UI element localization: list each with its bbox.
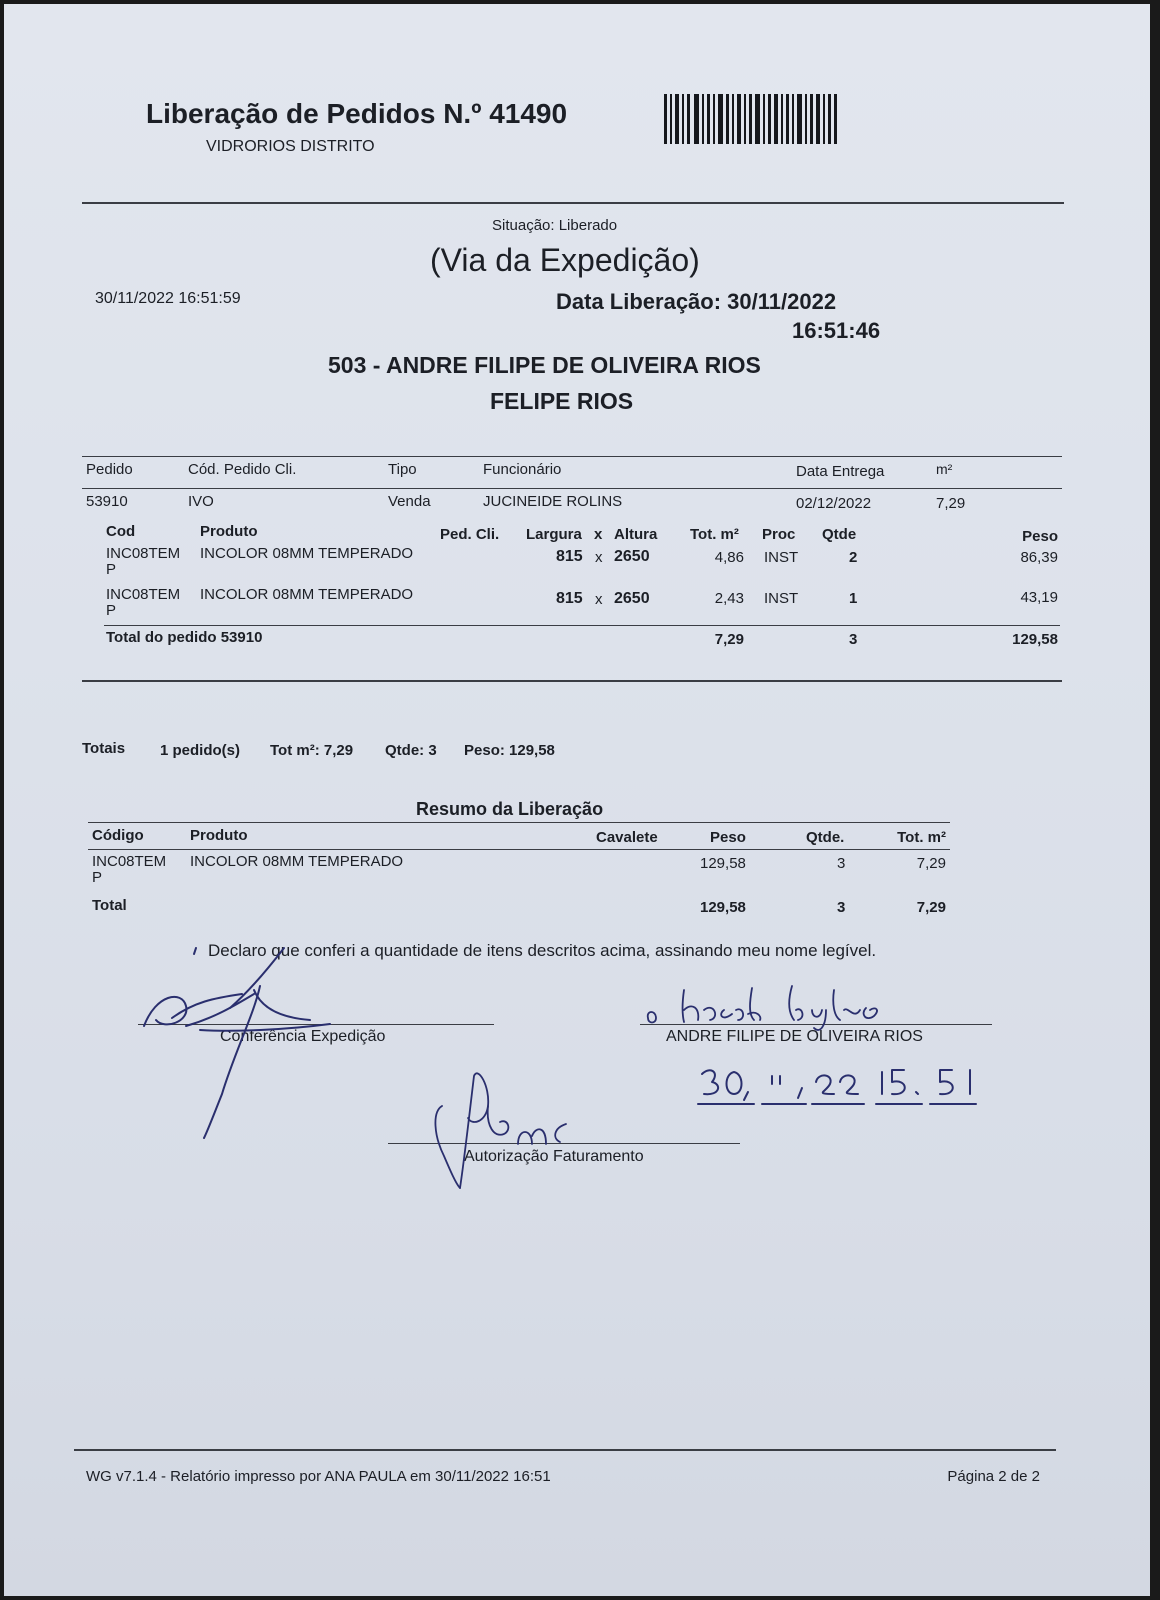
order-cod-pedido-cli: IVO: [188, 493, 214, 510]
totals-peso: Peso: 129,58: [464, 742, 555, 759]
handwritten-signature-conferencia: [134, 934, 334, 1144]
item-x: x: [595, 591, 603, 608]
totals-qtde: Qtde: 3: [385, 742, 437, 759]
order-pedido: 53910: [86, 493, 128, 510]
footer-rule: [74, 1449, 1056, 1451]
order-funcionario: JUCINEIDE ROLINS: [483, 493, 623, 510]
item-proc: INST: [764, 590, 799, 607]
order-tipo: Venda: [388, 493, 431, 510]
item-tot-m2: 4,86: [714, 549, 744, 566]
item-altura: 2650: [614, 548, 650, 565]
items-col-produto: Produto: [200, 523, 258, 540]
document-title: Liberação de Pedidos N.º 41490: [146, 98, 568, 129]
item-cod-cont: P: [106, 602, 117, 619]
totals-m2: Tot m²: 7,29: [270, 742, 354, 759]
client-name: 503 - ANDRE FILIPE DE OLIVEIRA RIOS: [328, 352, 761, 378]
item-largura: 815: [556, 548, 583, 565]
summary-total-label: Total: [92, 897, 127, 914]
items-col-x: x: [594, 526, 603, 543]
summary-col-tot-m2: Tot. m²: [897, 829, 946, 846]
status-text: Situação: Liberado: [492, 217, 618, 234]
item-cod: INC08TEM: [106, 545, 181, 562]
document-page: [4, 4, 1150, 1596]
item-cod-cont: P: [106, 561, 117, 578]
col-pedido: Pedido: [86, 461, 133, 478]
header-divider: [82, 202, 1064, 204]
order-total-peso: 129,58: [1012, 631, 1058, 648]
summary-col-peso: Peso: [710, 829, 746, 846]
col-tipo: Tipo: [388, 461, 417, 478]
release-time: 16:51:46: [792, 318, 881, 343]
summary-col-qtde: Qtde.: [806, 829, 845, 846]
col-data-entrega: Data Entrega: [796, 463, 885, 480]
order-section-end-rule: [82, 680, 1062, 682]
summary-col-codigo: Código: [92, 827, 144, 844]
summary-row-tot-m2: 7,29: [916, 855, 946, 872]
summary-row-produto: INCOLOR 08MM TEMPERADO: [190, 853, 404, 870]
order-header-top-rule: [82, 456, 1062, 457]
item-x: x: [595, 549, 603, 566]
items-col-ped-cli: Ped. Cli.: [440, 526, 500, 543]
signature-label-conferencia: Conferência Expedição: [220, 1028, 386, 1045]
order-total-rule: [104, 625, 1060, 626]
items-col-altura: Altura: [614, 526, 658, 543]
handwritten-signature-cliente: [644, 980, 894, 1036]
items-col-largura: Largura: [526, 526, 582, 543]
summary-total-tot-m2: 7,29: [916, 899, 946, 916]
summary-total-peso: 129,58: [700, 899, 746, 916]
summary-row-codigo-cont: P: [92, 869, 103, 886]
footer-print-info: WG v7.1.4 - Relatório impresso por ANA PAULA em 30/11/2022 16:51: [86, 1468, 551, 1485]
barcode-icon: [664, 94, 839, 146]
copy-label: (Via da Expedição): [430, 242, 700, 278]
order-total-qtde: 3: [849, 631, 858, 648]
items-col-qtde: Qtde: [822, 526, 857, 543]
item-cod: INC08TEM: [106, 586, 181, 603]
item-proc: INST: [764, 549, 799, 566]
handwritten-date: [694, 1062, 984, 1110]
summary-title: Resumo da Liberação: [416, 799, 604, 819]
item-produto: INCOLOR 08MM TEMPERADO: [200, 545, 414, 562]
item-tot-m2: 2,43: [714, 590, 744, 607]
company-name: VIDRORIOS DISTRITO: [206, 138, 375, 155]
summary-col-produto: Produto: [190, 827, 248, 844]
col-m2: m²: [936, 461, 953, 477]
client-nickname: FELIPE RIOS: [490, 388, 634, 414]
items-col-peso: Peso: [1022, 528, 1058, 545]
items-col-cod: Cod: [106, 523, 136, 540]
item-altura: 2650: [614, 590, 650, 607]
signature-label-autorizacao: Autorização Faturamento: [464, 1148, 644, 1165]
summary-header-rule: [88, 849, 950, 850]
order-header-bottom-rule: [82, 488, 1062, 489]
totals-pedidos: 1 pedido(s): [160, 742, 241, 759]
item-largura: 815: [556, 590, 583, 607]
col-funcionario: Funcionário: [483, 461, 562, 478]
summary-row-qtde: 3: [837, 855, 846, 872]
items-col-tot-m2: Tot. m²: [690, 526, 739, 543]
footer-page-number: Página 2 de 2: [947, 1468, 1040, 1485]
signature-label-cliente: ANDRE FILIPE DE OLIVEIRA RIOS: [666, 1028, 923, 1045]
item-qtde: 1: [849, 590, 858, 607]
totals-label: Totais: [82, 740, 126, 757]
order-total-label: Total do pedido 53910: [106, 629, 263, 646]
summary-top-rule: [88, 822, 950, 823]
summary-row-codigo: INC08TEM: [92, 853, 167, 870]
print-timestamp: 30/11/2022 16:51:59: [95, 290, 241, 307]
summary-col-cavalete: Cavalete: [596, 829, 658, 846]
declaration-text: Declaro que conferi a quantidade de itens descritos acima, assinando meu nome legível.: [208, 941, 877, 960]
summary-row-peso: 129,58: [700, 855, 746, 872]
items-col-proc: Proc: [762, 526, 796, 543]
handwritten-signature-autorizacao: [424, 1066, 584, 1194]
summary-total-qtde: 3: [837, 899, 846, 916]
item-produto: INCOLOR 08MM TEMPERADO: [200, 586, 414, 603]
item-peso: 86,39: [1020, 549, 1058, 566]
item-qtde: 2: [849, 549, 858, 566]
col-cod-pedido-cli: Cód. Pedido Cli.: [188, 461, 297, 478]
order-m2: 7,29: [936, 495, 966, 512]
order-total-m2: 7,29: [714, 631, 744, 648]
release-date: Data Liberação: 30/11/2022: [556, 289, 837, 314]
order-data-entrega: 02/12/2022: [796, 495, 872, 512]
item-peso: 43,19: [1020, 589, 1058, 606]
